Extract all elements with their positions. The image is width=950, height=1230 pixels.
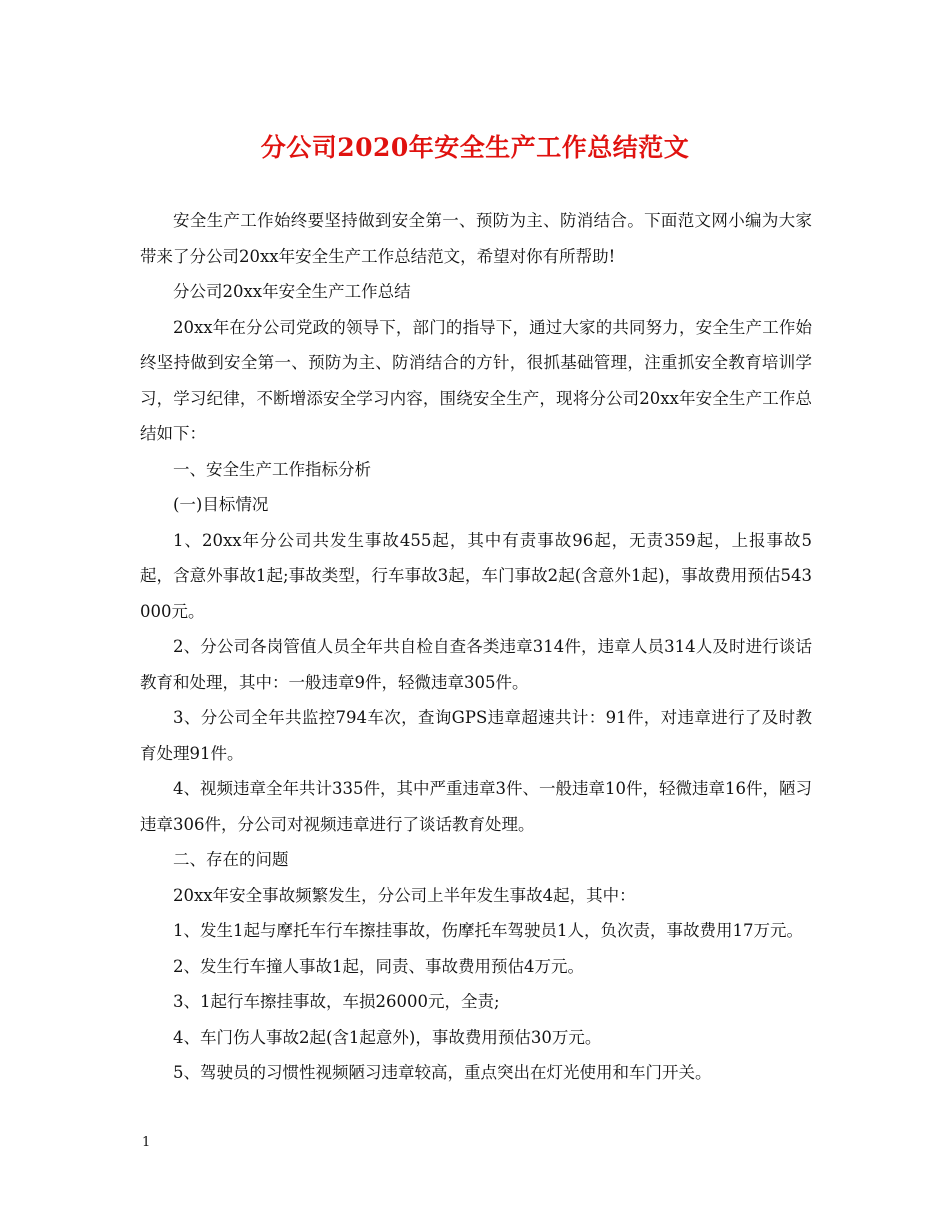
paragraph-item-1: 1、20xx年分公司共发生事故455起，其中有责事故96起，无责359起，上报事故5起，含意外事故1起;事故类型，行车事故3起，车门事故2起(含意外1起)，事故费用预估543000元。 xyxy=(140,530,812,621)
paragraph-problem-3: 3、1起行车擦挂事故，车损26000元，全责; xyxy=(173,992,500,1011)
paragraph-problem-1: 1、发生1起与摩托车行车擦挂事故，伤摩托车驾驶员1人，负次责，事故费用17万元。 xyxy=(173,921,803,940)
paragraph-item-2: 2、分公司各岗管值人员全年共自检自查各类违章314件，违章人员314人及时进行谈话教育和处理，其中：一般违章9件，轻微违章305件。 xyxy=(140,637,812,692)
subsection-heading-1: (一)目标情况 xyxy=(173,495,269,514)
paragraph-subtitle: 分公司20xx年安全生产工作总结 xyxy=(173,282,411,301)
paragraph-item-3: 3、分公司全年共监控794车次，查询GPS违章超速共计：91件，对违章进行了及时教育处理91件。 xyxy=(140,708,812,763)
page-number: 1 xyxy=(142,1135,151,1150)
paragraph-problem-5: 5、驾驶员的习惯性视频陋习违章较高，重点突出在灯光使用和车门开关。 xyxy=(173,1063,712,1082)
section-heading-2: 二、存在的问题 xyxy=(173,850,289,869)
paragraph-overview: 20xx年在分公司党政的领导下，部门的指导下，通过大家的共同努力，安全生产工作始终坚持做到安全第一、预防为主、防消结合的方针，很抓基础管理，注重抓安全教育培训学习，学习纪律，不断增添安全学习内容，围绕安全生产，现将分公司20xx年安全生产工作总结如下： xyxy=(140,317,812,443)
document-title: 分公司2020年安全生产工作总结范文 xyxy=(260,133,690,162)
paragraph-problem-4: 4、车门伤人事故2起(含1起意外)，事故费用预估30万元。 xyxy=(173,1027,602,1047)
paragraph-problem-intro: 20xx年安全事故频繁发生，分公司上半年发生事故4起，其中： xyxy=(173,885,636,905)
document-body xyxy=(140,203,812,1091)
paragraph-problem-2: 2、发生行车撞人事故1起，同责、事故费用预估4万元。 xyxy=(173,956,584,976)
section-heading-1: 一、安全生产工作指标分析 xyxy=(173,459,371,479)
paragraph-intro: 安全生产工作始终要坚持做到安全第一、预防为主、防消结合。下面范文网小编为大家带来了分公司20xx年安全生产工作总结范文，希望对你有所帮助! xyxy=(140,211,812,266)
paragraph-item-4: 4、视频违章全年共计335件，其中严重违章3件、一般违章10件，轻微违章16件，陋习违章306件，分公司对视频违章进行了谈话教育处理。 xyxy=(140,779,812,834)
